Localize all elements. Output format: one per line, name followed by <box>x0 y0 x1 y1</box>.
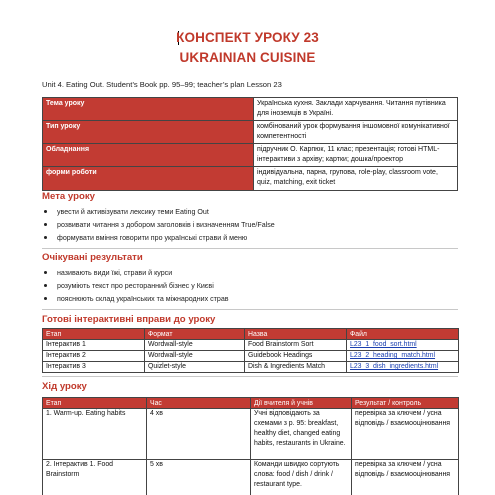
table-row <box>43 460 459 495</box>
column-header: Час <box>147 398 251 409</box>
column-header: Формат <box>145 329 245 340</box>
goals-heading: Мета уроку <box>42 191 95 202</box>
list-item: формувати вміння говорити про українські страви й меню <box>42 233 275 246</box>
table-row <box>43 340 459 351</box>
lesson-plan-table <box>42 397 459 495</box>
list-item: увести й активізувати лексику теми Eating Out <box>42 207 275 220</box>
lesson-meta-table <box>42 97 458 191</box>
table-cell: перевірка за ключем / усна відповідь / взаємооцінювання <box>352 460 459 495</box>
table-header-row <box>43 329 459 340</box>
list-item: пояснюють склад українських та міжнародних страв <box>42 294 229 307</box>
table-cell: Команди швидко сортують слова: food / dish / drink / restaurant type. <box>251 460 352 495</box>
section-divider <box>42 376 458 377</box>
table-cell: Wordwall-style <box>145 340 245 351</box>
table-row <box>43 409 459 460</box>
column-header: Етап <box>43 398 147 409</box>
file-link[interactable]: L23_3_dish_ingredients.html <box>350 363 439 370</box>
table-header-row <box>43 398 459 409</box>
goals-list <box>42 207 275 246</box>
column-header: Результат / контроль <box>352 398 459 409</box>
list-item: називають види їжі, страви й курси <box>42 268 229 281</box>
meta-value: підручник О. Карпюк, 11 клас; презентація; готові HTML-інтерактиви з архіву; картки; дошка/проектор <box>254 144 458 167</box>
plan-heading: Хід уроку <box>42 381 87 392</box>
table-cell <box>347 351 459 362</box>
meta-key: Тип уроку <box>43 121 254 144</box>
column-header: Дії вчителя й учнів <box>251 398 352 409</box>
table-cell: Dish & Ingredients Match <box>245 362 347 373</box>
column-header: Назва <box>245 329 347 340</box>
list-item: розуміють текст про ресторанний бізнес у Києві <box>42 281 229 294</box>
activities-table <box>42 328 459 373</box>
table-cell: 1. Warm-up. Eating habits <box>43 409 147 460</box>
meta-row <box>43 144 458 167</box>
meta-value: індивідуальна, парна, групова, role-play, classroom vote, quiz, matching, exit ticket <box>254 167 458 191</box>
table-cell <box>347 340 459 351</box>
column-header: Етап <box>43 329 145 340</box>
table-cell: Інтерактив 3 <box>43 362 145 373</box>
table-cell: Quizlet-style <box>145 362 245 373</box>
meta-row <box>43 98 458 121</box>
table-cell: 5 хв <box>147 460 251 495</box>
meta-value: комбінований урок формування іншомовної комунікативної компетентності <box>254 121 458 144</box>
meta-key: Обладнання <box>43 144 254 167</box>
table-cell: Wordwall-style <box>145 351 245 362</box>
meta-key: Тема уроку <box>43 98 254 121</box>
table-cell <box>347 362 459 373</box>
results-heading: Очікувані результати <box>42 252 143 263</box>
table-cell: Інтерактив 1 <box>43 340 145 351</box>
document-subtitle-title: UKRAINIAN CUISINE <box>179 50 316 65</box>
meta-row <box>43 167 458 191</box>
table-cell: Food Brainstorm Sort <box>245 340 347 351</box>
file-link[interactable]: L23_2_heading_match.html <box>350 352 436 359</box>
results-list <box>42 268 229 307</box>
table-cell: 2. Інтерактив 1. Food Brainstorm <box>43 460 147 495</box>
table-cell: Учні відповідають за схемами з р. 95: breakfast, healthy diet, changed eating habits, restaurants in Ukraine. <box>251 409 352 460</box>
section-divider <box>42 309 458 310</box>
meta-key: форми роботи <box>43 167 254 191</box>
list-item: розвивати читання з добором заголовків і визначенням True/False <box>42 220 275 233</box>
table-cell: Guidebook Headings <box>245 351 347 362</box>
document-title: КОНСПЕКТ УРОКУ 23 <box>176 30 319 45</box>
table-cell: Інтерактив 2 <box>43 351 145 362</box>
table-row <box>43 362 459 373</box>
meta-value: Українська кухня. Заклади харчування. Читання путівника для іноземців в Україні. <box>254 98 458 121</box>
meta-row <box>43 121 458 144</box>
file-link[interactable]: L23_1_food_sort.html <box>350 341 417 348</box>
table-cell: перевірка за ключем / усна відповідь / взаємооцінювання <box>352 409 459 460</box>
table-cell: 4 хв <box>147 409 251 460</box>
column-header: Файл <box>347 329 459 340</box>
table-row <box>43 351 459 362</box>
unit-reference: Unit 4. Eating Out. Student’s Book pp. 95–99; teacher’s plan Lesson 23 <box>42 80 282 89</box>
activities-heading: Готові інтерактивні вправи до уроку <box>42 314 216 325</box>
section-divider <box>42 248 458 249</box>
